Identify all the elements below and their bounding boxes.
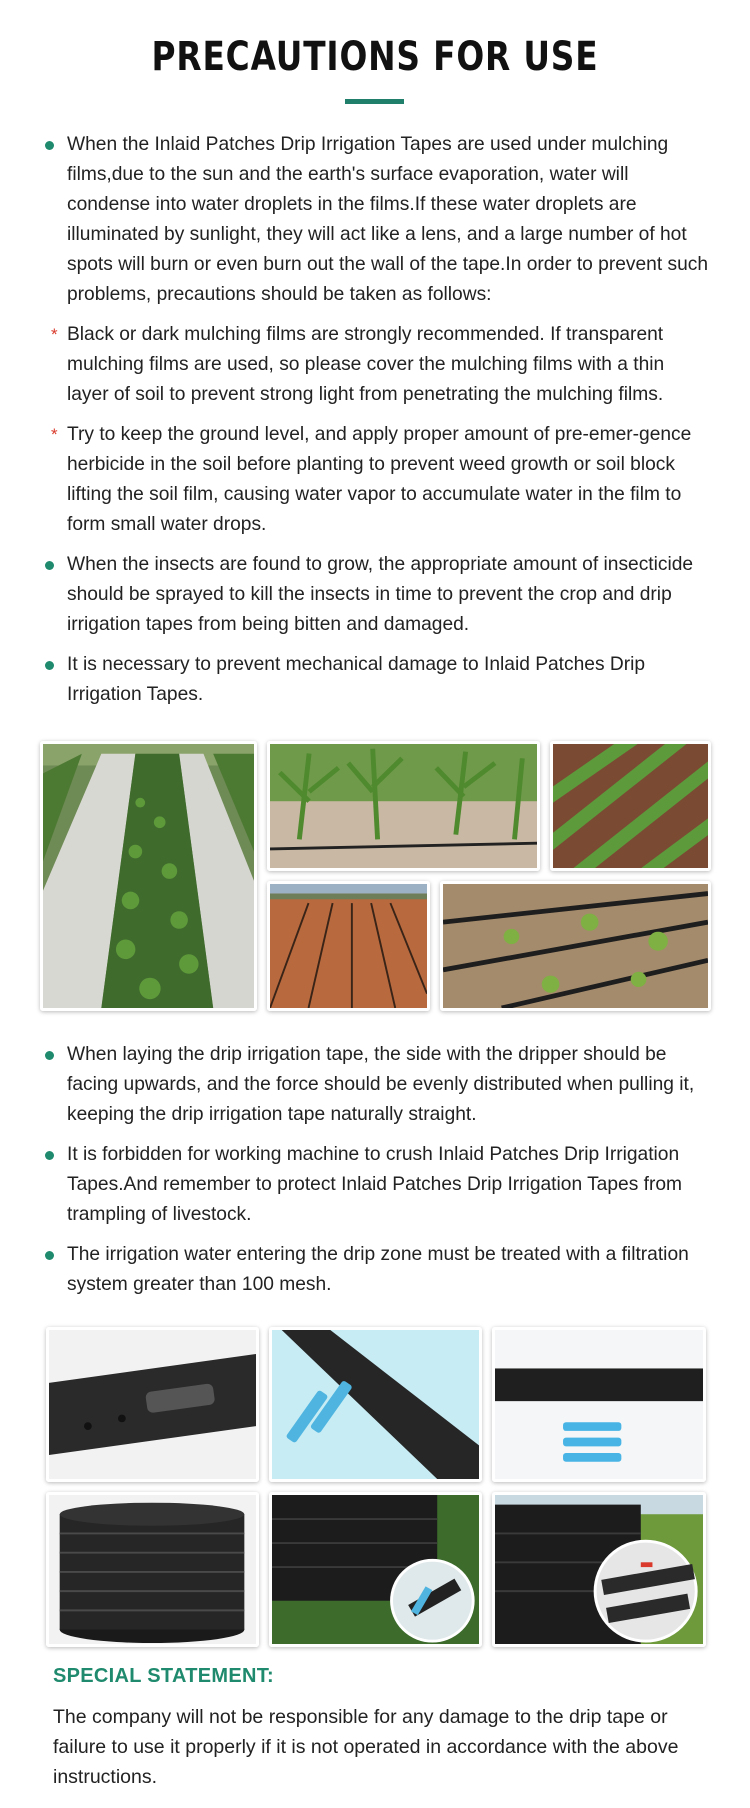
page-title: PRECAUTIONS FOR USE [151, 34, 599, 80]
photo-tape-flat-emitters [492, 1327, 706, 1482]
list-item [40, 1240, 710, 1300]
list-item-text: It is forbidden for working machine to crush Inlaid Patches Drip Irrigation Tapes.And remember to protect Inlaid Patches Drip Irrigation Tapes from trampling of livestock. [67, 1144, 682, 1225]
precautions-list-2 [40, 1040, 710, 1300]
bullet-dot-icon [45, 1151, 54, 1160]
bullet-dot-icon [45, 661, 54, 670]
bullet-dot-icon [45, 1251, 54, 1260]
bullet-dot-icon [45, 1051, 54, 1060]
photo-tape-dripper-closeup [46, 1327, 259, 1482]
list-item-text: When the insects are found to grow, the appropriate amount of insecticide should be sprayed to kill the insects in time to prevent the crop and drip irrigation tapes from being bitten and damaged. [67, 554, 694, 635]
precautions-list-1 [40, 130, 710, 710]
list-item-text: It is necessary to prevent mechanical damage to Inlaid Patches Drip Irrigation Tapes. [67, 654, 646, 705]
asterisk-icon: * [51, 425, 58, 444]
title-underline [345, 99, 404, 104]
photo-seedling-rows [550, 741, 711, 871]
list-item [40, 1140, 710, 1230]
list-item-text: When the Inlaid Patches Drip Irrigation Tapes are used under mulching films,due to the sun and the earth's surface evaporation, water will condense into water droplets in the films.If these water droplets are illuminated by sunlight, they will act like a lens, and a large number of hot spots will burn or even burn out the wall of the tape.In order to prevent such problems, precautions should be taken as follows: [67, 134, 709, 305]
bullet-dot-icon [45, 561, 54, 570]
list-item [40, 130, 710, 310]
photo-coil-field-inset [492, 1492, 706, 1647]
list-item-text: Black or dark mulching films are strongly recommended. If transparent mulching films are used, so please cover the mulching films with a thin layer of soil to prevent strong light from penetrating the mulching films. [67, 324, 665, 405]
photo-corn-field [267, 741, 540, 871]
special-statement-title: SPECIAL STATEMENT: [53, 1665, 274, 1687]
bullet-dot-icon [45, 141, 54, 150]
photo-mulched-field [40, 741, 257, 1011]
list-item [40, 320, 710, 410]
asterisk-icon: * [51, 325, 58, 344]
special-statement-text: The company will not be responsible for any damage to the drip tape or failure to use it properly if it is not operated in accordance with the above instructions. [53, 1706, 679, 1788]
list-item [40, 550, 710, 640]
photo-drip-tape-seedlings [440, 881, 711, 1011]
list-item [40, 650, 710, 710]
photo-tape-blue-emitters [269, 1327, 482, 1482]
photo-tilled-soil [267, 881, 430, 1011]
photo-coil-with-inset [269, 1492, 482, 1647]
list-item-text: The irrigation water entering the drip zone must be treated with a filtration system greater than 100 mesh. [67, 1244, 689, 1295]
list-item [40, 420, 710, 540]
list-item [40, 1040, 710, 1130]
list-item-text: When laying the drip irrigation tape, the side with the dripper should be facing upwards, and the force should be evenly distributed when pulling it, keeping the drip irrigation tape naturally straight. [67, 1044, 695, 1125]
photo-tape-coil [46, 1492, 259, 1647]
list-item-text: Try to keep the ground level, and apply proper amount of pre-emer-gence herbicide in the soil before planting to prevent weed growth or soil block lifting the soil film, causing water vapor to accumulate water in the film to form small water drops. [67, 424, 692, 535]
